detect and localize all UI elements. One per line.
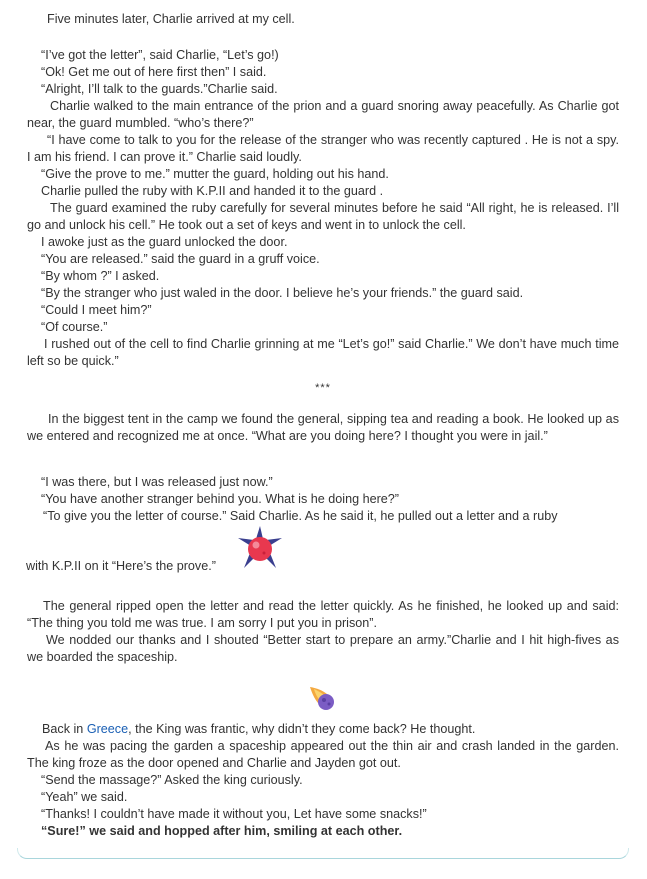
- paragraph: I rushed out of the cell to find Charlie grinning at me “Let’s go!” said Charlie.” We don’t have much time left so be quick.”: [27, 337, 619, 368]
- paragraph: As he was pacing the garden a spaceship appeared out the thin air and crash landed in the garden. The king froze as the door opened and Charlie and Jayden got out.: [27, 739, 619, 770]
- paragraph: “Thanks! I couldn’t have made it without you, Let have some snacks!”: [41, 807, 427, 821]
- paragraph: “Could I meet him?”: [41, 303, 152, 317]
- paragraph: Five minutes later, Charlie arrived at my cell.: [47, 12, 295, 26]
- paragraph: “By whom ?” I asked.: [41, 269, 160, 283]
- paragraph: We nodded our thanks and I shouted “Better start to prepare an army.”Charlie and I hit high-fives as we boarded the spaceship.: [27, 633, 619, 664]
- paragraph: “Give the prove to me.” mutter the guard, holding out his hand.: [41, 167, 389, 181]
- paragraph: “You are released.” said the guard in a gruff voice.: [41, 252, 320, 266]
- paragraph: “I’ve got the letter”, said Charlie, “Let’s go!): [41, 48, 279, 62]
- text: , the King was frantic, why didn’t they come back? He thought.: [128, 722, 476, 736]
- paragraph: I awoke just as the guard unlocked the door.: [41, 235, 288, 249]
- paragraph: [42, 721, 475, 738]
- paragraph: “To give you the letter of course.” Said Charlie. As he said it, he pulled out a letter and a ruby: [43, 509, 558, 523]
- paragraph: “Ok! Get me out of here first then” I said.: [41, 65, 267, 79]
- paragraph: with K.P.II on it “Here’s the prove.”: [26, 559, 216, 573]
- paragraph: “You have another stranger behind you. What is he doing here?”: [41, 492, 399, 506]
- paragraph: “Of course.”: [41, 320, 108, 334]
- paragraph: “Send the massage?” Asked the king curiously.: [41, 773, 303, 787]
- text: Back in: [42, 722, 87, 736]
- paragraph: “Sure!” we said and hopped after him, smiling at each other.: [41, 824, 403, 838]
- content-bottom-border: [17, 848, 629, 859]
- paragraph: “By the stranger who just waled in the door. I believe he’s your friends.” the guard said.: [41, 286, 524, 300]
- paragraph: “I was there, but I was released just now.”: [41, 475, 273, 489]
- paragraph: The guard examined the ruby carefully for several minutes before he said “All right, he is released. I’ll go and unlock his cell.” He took out a set of keys and went in to unlock the cell.: [27, 201, 619, 232]
- greece-link[interactable]: Greece: [86, 722, 129, 736]
- paragraph: The general ripped open the letter and read the letter quickly. As he finished, he looked up and said: “The thing you told me was true. I am sorry I put you in prison”.: [27, 599, 619, 630]
- paragraph: “I have come to talk to you for the release of the stranger who was recently captured . He is not a spy. I am his friend. I can prove it.” Charlie said loudly.: [27, 133, 619, 164]
- flaming-meteor-icon: [307, 683, 337, 713]
- spiked-ruby-icon: [234, 524, 286, 572]
- paragraph: In the biggest tent in the camp we found the general, sipping tea and reading a book. He looked up as we entered and recognized me at once. “What are you doing here? I thought you were in jail.”: [27, 412, 619, 443]
- paragraph: “Yeah” we said.: [41, 790, 128, 804]
- paragraph: Charlie pulled the ruby with K.P.II and handed it to the guard .: [41, 184, 384, 198]
- paragraph: Charlie walked to the main entrance of the prion and a guard snoring away peacefully. As Charlie got near, the guard mumbled. “who’s there?”: [27, 99, 619, 130]
- section-separator: ***: [315, 382, 331, 394]
- paragraph: “Alright, I’ll talk to the guards.”Charlie said.: [41, 82, 278, 96]
